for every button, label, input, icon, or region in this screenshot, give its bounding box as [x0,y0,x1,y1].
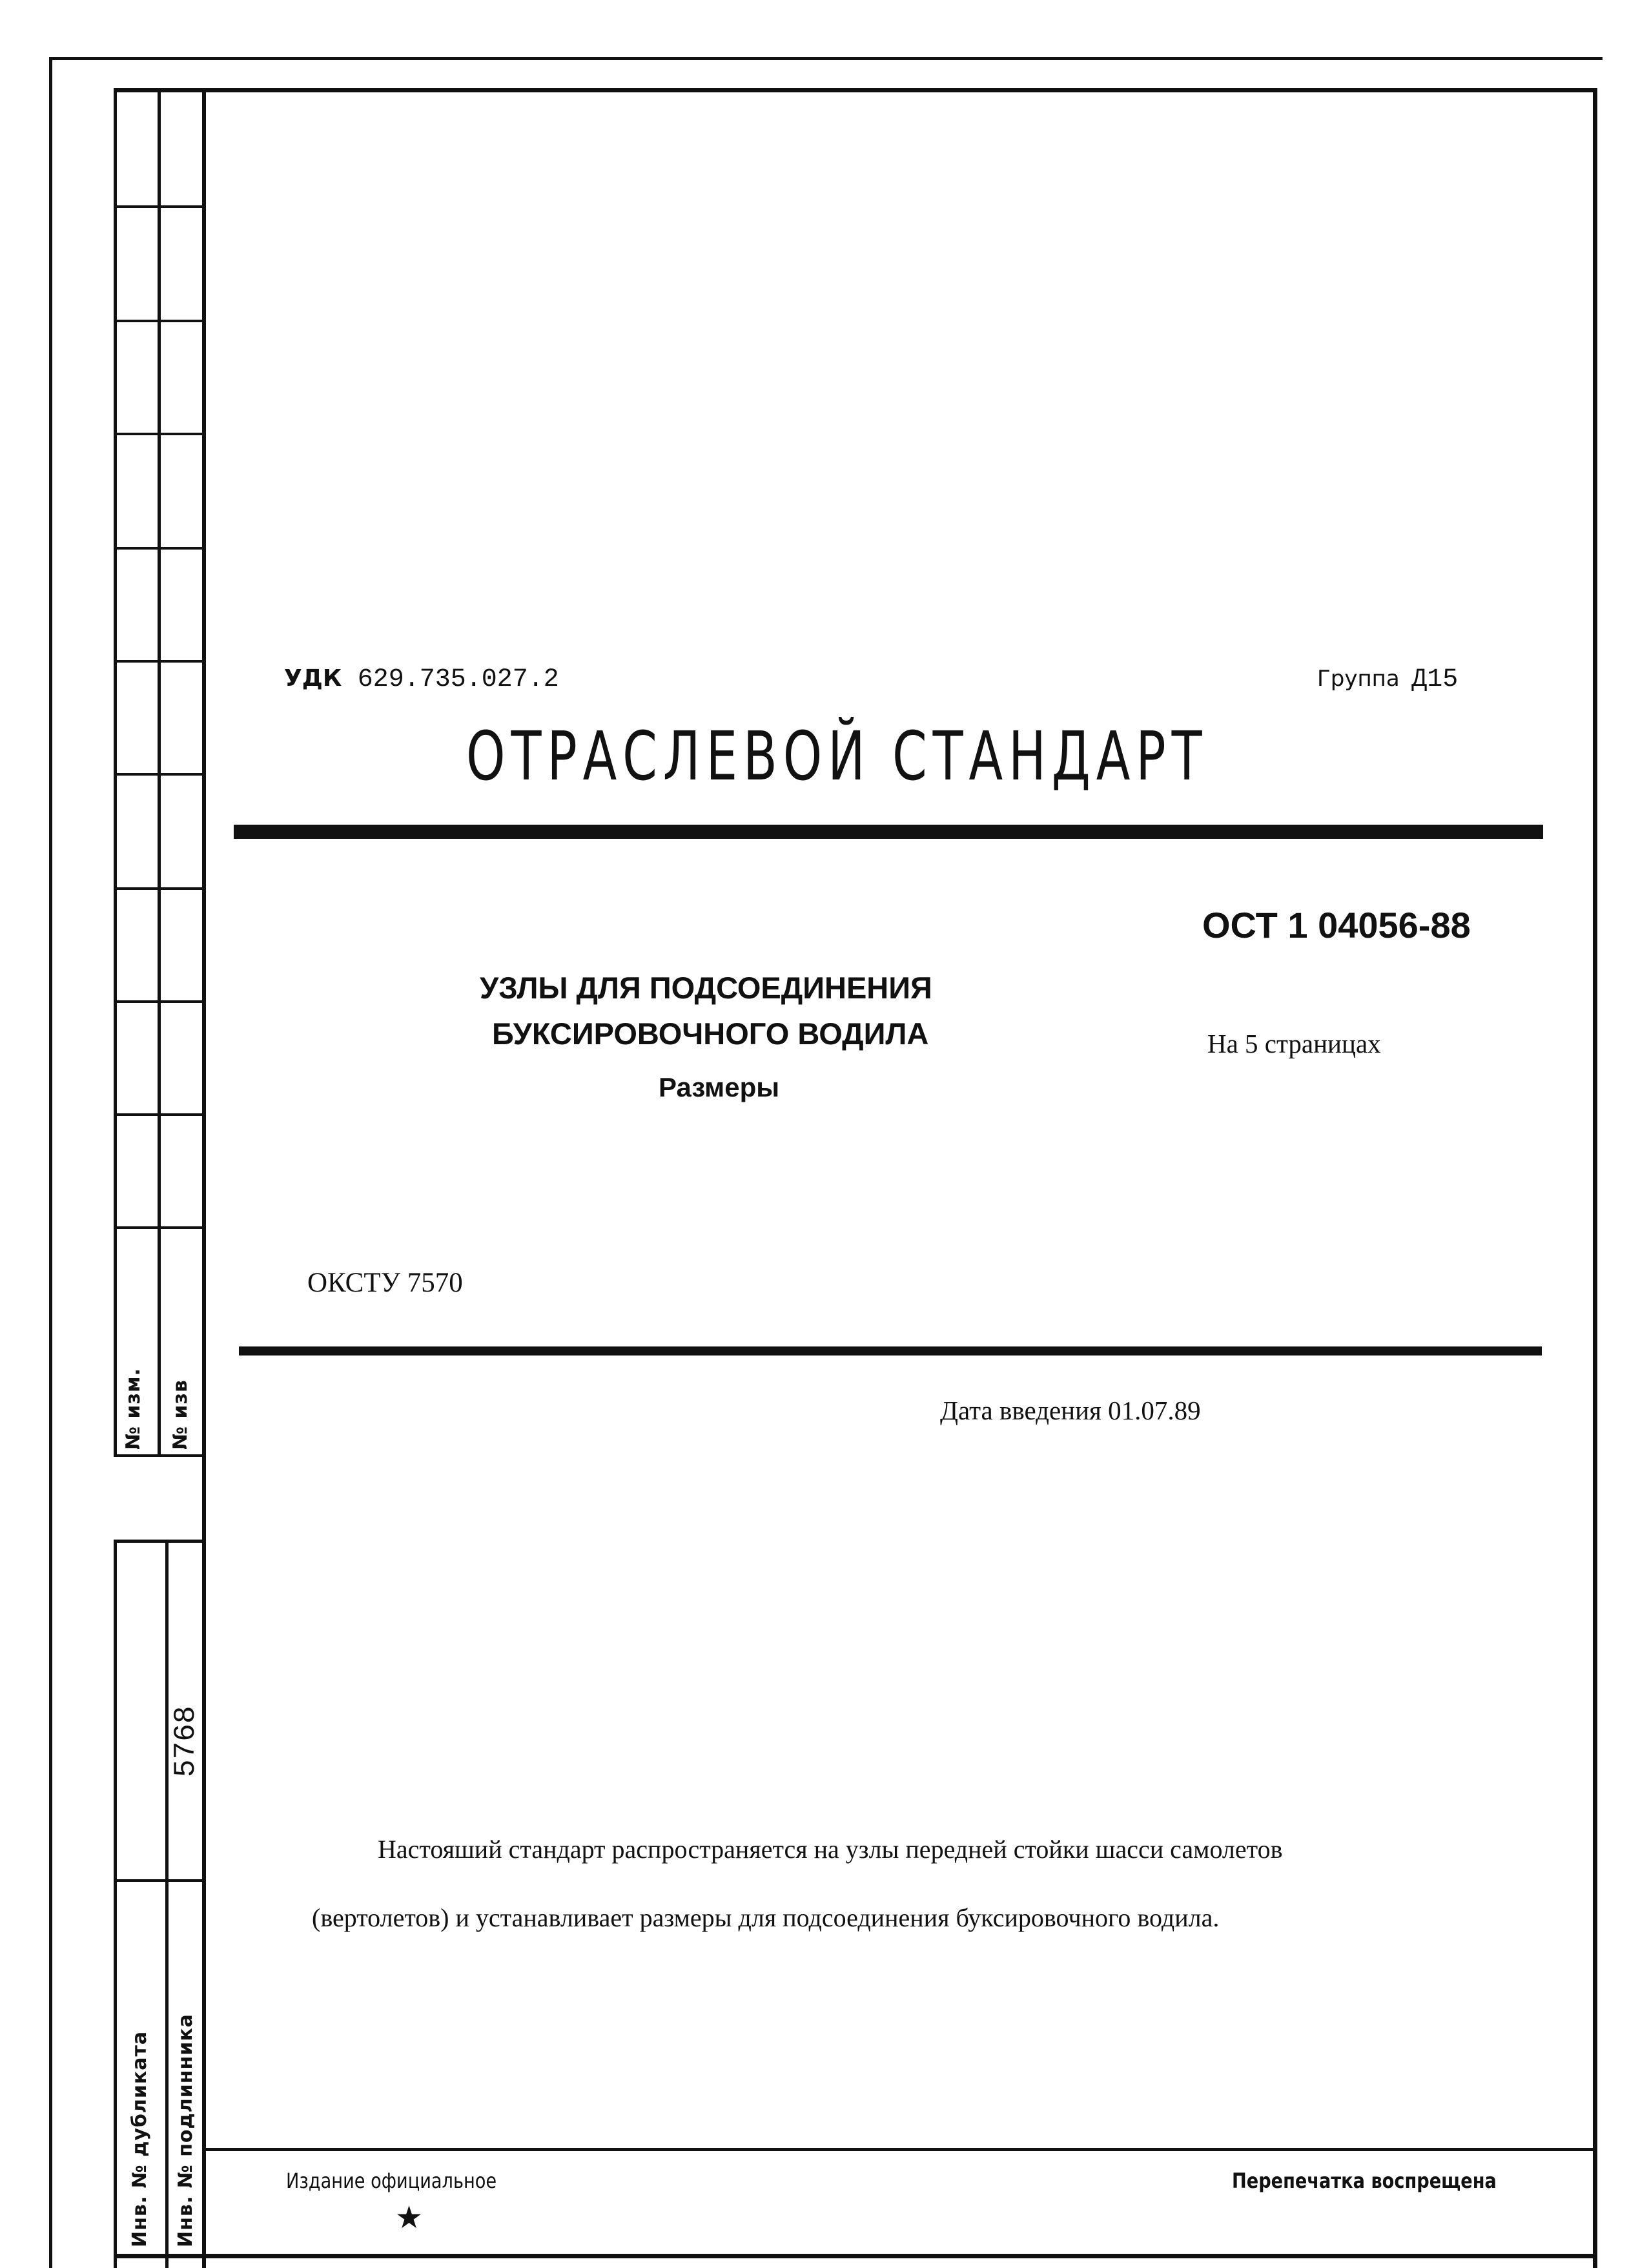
group-label: Группа [1317,666,1400,692]
stamp-col-left-upper [114,88,117,1456]
title-rule [234,825,1543,839]
stamp-row-line [114,660,205,663]
stamp-row-line [114,1000,205,1003]
stamp-row-line [114,547,205,550]
group-line [1317,665,1458,694]
group-value: Д15 [1411,665,1459,694]
stamp-change-number-label: № изм. [122,1368,145,1450]
stamp-original-number: 5768 [169,1706,203,1777]
stamp-col-left-lower [114,1540,117,2268]
stamp-row-line [114,887,205,890]
outer-frame-left [49,57,52,2268]
stamp-row-line [114,1540,205,1543]
stamp-row-line [114,1879,205,1882]
stamp-row-line [114,205,205,208]
introduction-date: Дата введения 01.07.89 [940,1396,1201,1425]
subject-subtitle: Размеры [659,1072,780,1102]
stamp-row-line [114,1454,205,1457]
footer-rule [202,2148,1597,2151]
stamp-row-line [114,773,205,776]
star-icon: ★ [395,2200,424,2236]
page-title: ОТРАСЛЕВОЙ СТАНДАРТ [466,717,1208,796]
stamp-notice-number-label: № изв [169,1379,192,1450]
stamp-inv-original-label: Инв. № подлинника [174,2014,197,2247]
inner-frame-top [114,88,1597,92]
inner-frame-right [1593,88,1597,2268]
udk-label: УДК [284,665,342,692]
stamp-row-line [114,1113,205,1116]
stamp-col-mid-upper [158,88,161,1456]
udk-line [284,665,559,694]
reprint-notice: Перепечатка воспрещена [1232,2169,1497,2193]
udk-value: 629.735.027.2 [357,665,559,694]
standard-designation: ОСТ 1 04056-88 [1202,905,1471,945]
subject-title-line2: БУКСИРОВОЧНОГО ВОДИЛА [492,1016,929,1051]
body-text-line1: Настояший стандарт распространяется на узлы передней стойки шасси самолетов [378,1835,1283,1864]
stamp-row-line [114,433,205,435]
stamp-col-mid-lower [165,1540,169,2268]
stamp-row-line [114,320,205,322]
pages-note: На 5 страницах [1207,1029,1381,1058]
body-text-line2: (вертолетов) и устанавливает размеры для подсоединения буксировочного водила. [312,1903,1220,1932]
inner-frame-bottom [114,2254,1597,2258]
edition-label: Издание официальное [286,2169,497,2193]
oksty-rule [239,1346,1542,1356]
stamp-row-line [114,1226,205,1229]
oksty-code: ОКСТУ 7570 [307,1268,463,1298]
subject-title-line1: УЗЛЫ ДЛЯ ПОДСОЕДИНЕНИЯ [480,971,932,1005]
stamp-inv-duplicate-label: Инв. № дубликата [128,2030,151,2247]
stamp-col-right [202,88,206,2268]
outer-frame-top [49,57,1603,60]
